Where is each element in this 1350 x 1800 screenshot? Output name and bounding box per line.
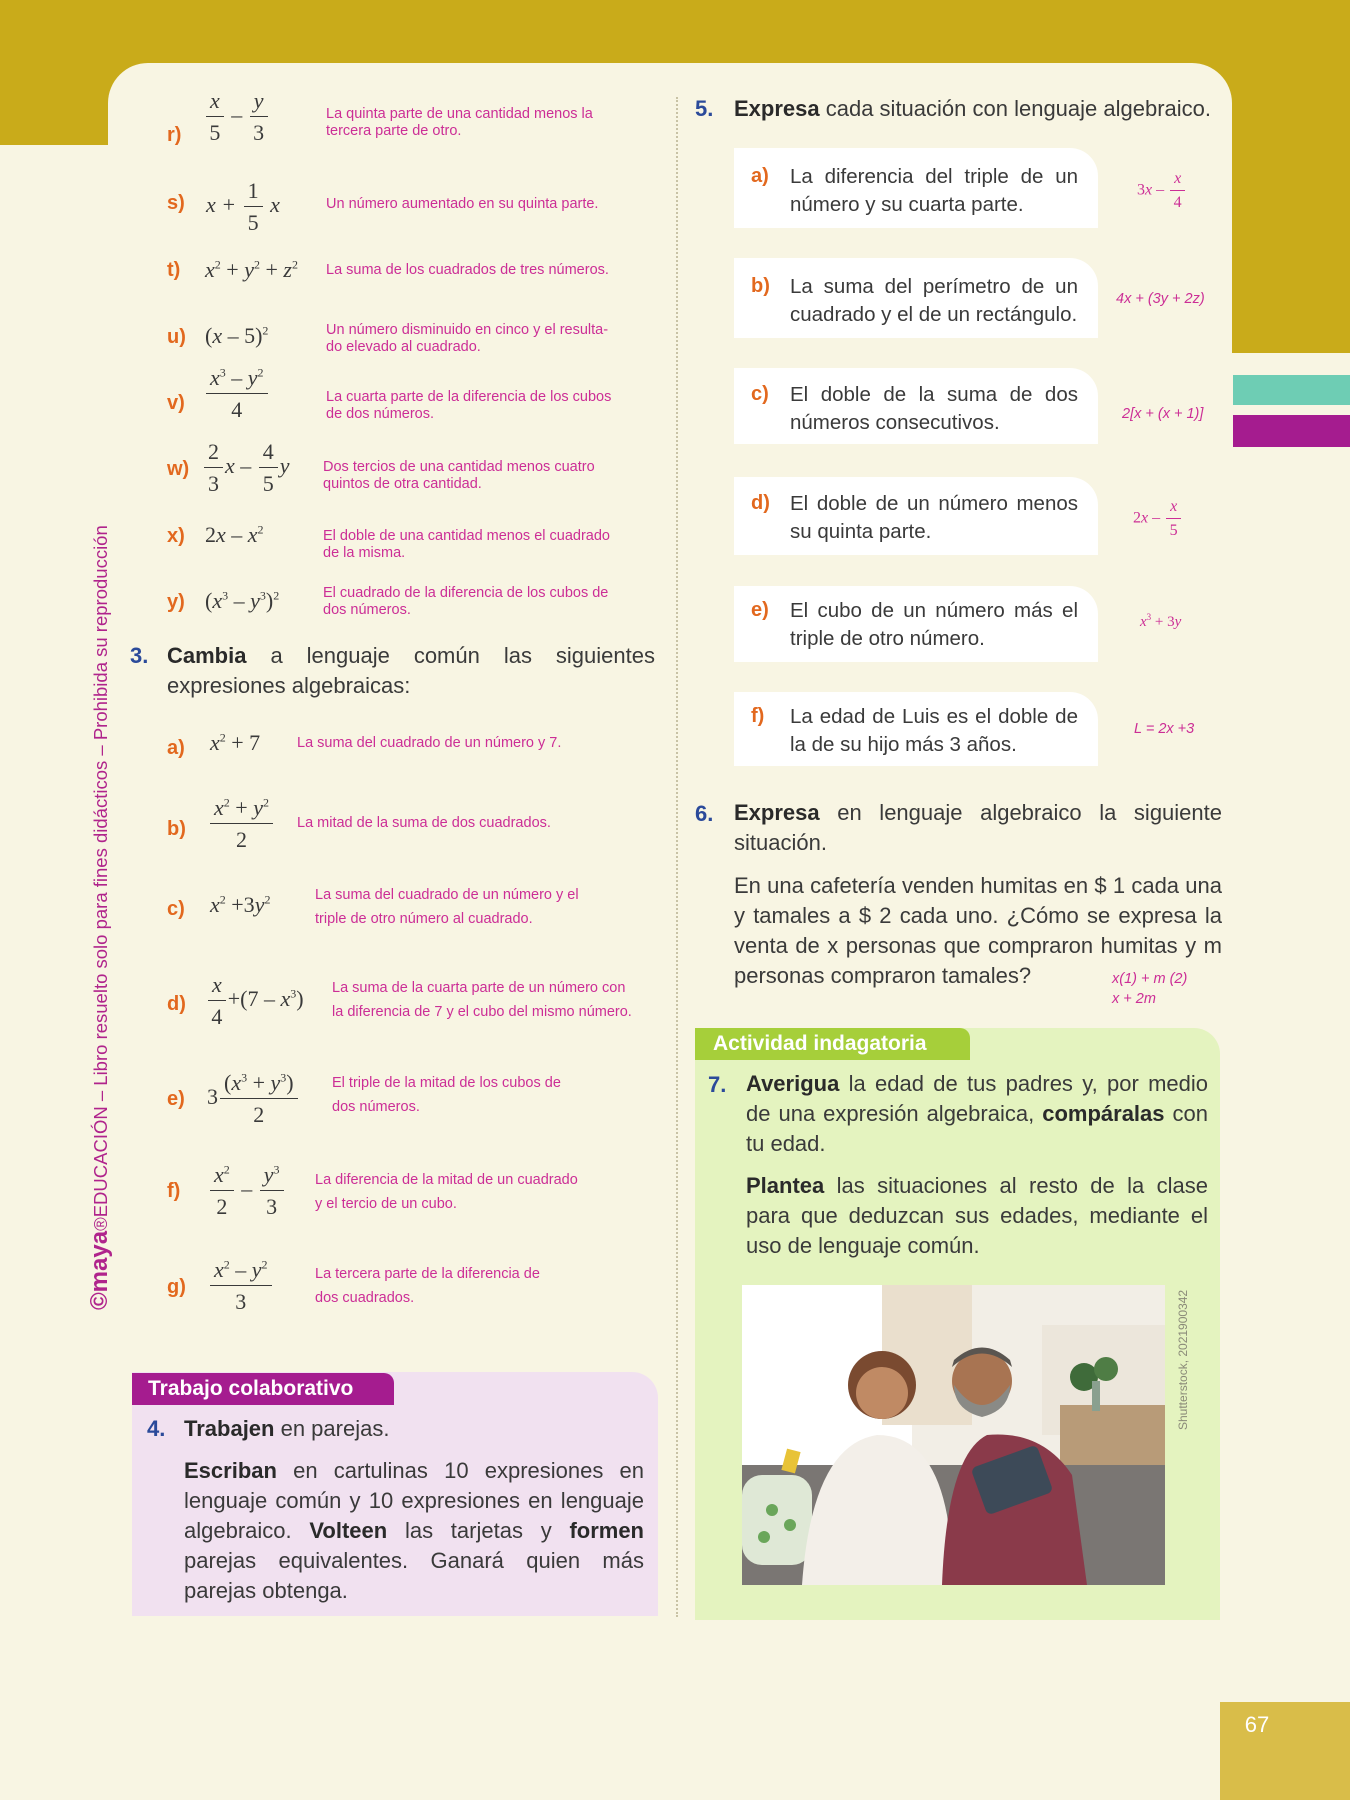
item-label: c) <box>751 383 769 405</box>
statement-text: a lenguaje común las siguientes expresiones algebraicas: <box>167 643 655 698</box>
photo-credit-text: Shutterstock, 2021900342 <box>1176 1289 1190 1430</box>
item-label: b) <box>751 275 770 297</box>
statement-text: la edad de tus padres y, por medio de una expresión algebraica, <box>746 1071 1208 1126</box>
instruction-verb: compáralas <box>1042 1101 1165 1126</box>
situation-text: El cubo de un número más el triple de otro número. <box>790 599 1078 650</box>
item-label: c) <box>167 898 185 920</box>
answer-line: La suma de la cuarta parte de un número con <box>332 980 626 996</box>
instruction-verb: formen <box>569 1518 644 1543</box>
item-label: f) <box>167 1180 181 1202</box>
answer-text <box>315 1168 615 1216</box>
math-expression: $\frac{x^2 + y^2}{2}$ <box>208 795 275 853</box>
instruction-verb: Trabajen <box>184 1416 275 1441</box>
situation-text: El doble de la suma de dos números consecutivos. <box>790 383 1078 434</box>
exercise-statement <box>746 1069 1208 1159</box>
statement-text: en cartulinas 10 expresiones en lenguaje común y 10 expresiones en lenguaje algebraico. <box>184 1458 644 1543</box>
exercise-statement <box>734 798 1222 858</box>
answer-line: y el tercio de un cubo. <box>315 1196 457 1212</box>
statement-text: las tarjetas y <box>387 1518 570 1543</box>
exercise-number: 6. <box>695 801 714 826</box>
answer-text: El doble de una cantidad menos el cuadrado de la misma. <box>323 528 610 561</box>
copyright-text: ®EDUCACIÓN – Libro resuelto solo para fines didácticos – Prohibida su reproducción <box>90 525 111 1231</box>
math-expression: $\frac{2}{3}$ x – $\frac{4}{5}$ y <box>202 439 290 497</box>
statement-text: con tu edad. <box>746 1101 1208 1156</box>
answer-line: La tercera parte de la diferencia de <box>315 1266 540 1282</box>
situation-paragraph: En una cafetería venden humitas en $ 1 cada una y tamales a $ 2 cada uno. ¿Cómo se expresa la venta de x personas que compraron humitas y m personas compraron tamales? <box>734 873 1222 988</box>
exercise-statement <box>734 94 1224 124</box>
answer-text <box>315 883 615 931</box>
answer-line: El triple de la mitad de los cubos de <box>332 1075 561 1091</box>
item-label: e) <box>167 1088 185 1110</box>
exercise-statement <box>167 641 655 701</box>
math-expression: $\frac{x}{4}$ $+(7 - x^3)$ <box>206 972 304 1030</box>
answer-line: dos cuadrados. <box>315 1290 415 1306</box>
item-label: v) <box>167 392 185 414</box>
section-tab-magenta <box>1233 415 1350 447</box>
item-label: d) <box>167 993 186 1015</box>
situation-text: La suma del perímetro de un cuadrado y el de un rectángulo. <box>790 275 1078 326</box>
exercise-number: 3. <box>130 643 149 668</box>
situation-answer: L = 2x +3 <box>1134 721 1195 737</box>
statement-text: cada situación con lenguaje algebraico. <box>819 96 1212 121</box>
situation-answer: 2x – $\frac{x}{5}$ <box>1133 498 1183 540</box>
exercise-number: 7. <box>708 1072 727 1097</box>
answer-text: Un número aumentado en su quinta parte. <box>326 196 599 212</box>
instruction-verb: Cambia <box>167 643 247 668</box>
statement-text: en lenguaje algebraico la siguiente situación. <box>734 800 1222 855</box>
math-expression: $x^2 +3y^2$ <box>210 892 271 917</box>
collaborative-work-title: Trabajo colaborativo <box>132 1373 394 1405</box>
answer-text: El cuadrado de la diferencia de los cubos de dos números. <box>323 585 609 618</box>
math-expression: 3 $\frac{(x^3 + y^3)}{2}$ <box>207 1070 300 1128</box>
math-expression: $x^2 + 7$ <box>210 730 261 755</box>
inquiry-activity-title: Actividad indagatoria <box>695 1028 970 1060</box>
item-label: f) <box>751 705 765 727</box>
exercise-number: 5. <box>695 96 714 121</box>
math-expression: $\frac{x^2}{2}$ – $\frac{y^3}{3}$ <box>208 1162 286 1220</box>
answer-text: La suma del cuadrado de un número y 7. <box>297 735 562 751</box>
instruction-verb: Expresa <box>734 800 820 825</box>
answer-line: La diferencia de la mitad de un cuadrado <box>315 1172 578 1188</box>
copyright-sidebar <box>85 480 115 1310</box>
math-expression: $\frac{x^3 - y^2}{4}$ <box>204 365 270 423</box>
answer-text <box>315 1262 615 1310</box>
math-expression: $(x^3 - y^3)^2$ <box>205 588 280 613</box>
math-expression: $\frac{x^2 - y^2}{3}$ <box>208 1257 274 1315</box>
statement-text: las situaciones al resto de la clase para que deduzcan sus edades, mediante el uso de lenguaje común. <box>746 1173 1208 1258</box>
item-label: r) <box>167 124 182 146</box>
situation-text: La diferencia del triple de un número y su cuarta parte. <box>790 165 1078 216</box>
item-label: g) <box>167 1276 186 1298</box>
answer-text: Dos tercios de una cantidad menos cuatro quintos de otra cantidad. <box>323 459 595 492</box>
math-expression: $2x - x^2$ <box>205 522 264 547</box>
statement-text: parejas equivalentes. Ganará quien más parejas obtenga. <box>184 1548 644 1603</box>
item-label: d) <box>751 492 770 514</box>
exercise-number: 4. <box>147 1416 166 1441</box>
photo-credit <box>1174 1280 1190 1430</box>
item-label: u) <box>167 326 186 348</box>
item-label: a) <box>751 165 769 187</box>
exercise-instructions <box>746 1171 1208 1261</box>
answer-text: Un número disminuido en cinco y el resulta-do elevado al cuadrado. <box>326 322 609 355</box>
family-photo <box>742 1285 1165 1585</box>
answer-text <box>332 976 642 1024</box>
answer-line: dos números. <box>332 1099 420 1115</box>
math-expression: (x – 5)$^2$ <box>205 323 269 348</box>
answer-text <box>332 1071 632 1119</box>
situation-answer: $x^3 + 3y$ <box>1140 612 1182 630</box>
column-divider <box>676 97 678 1617</box>
item-label: e) <box>751 599 769 621</box>
situation-answer: 3x – $\frac{x}{4}$ <box>1137 170 1187 212</box>
answer-line: la diferencia de 7 y el cubo del mismo número. <box>332 1004 632 1020</box>
math-expression: $x^2 + y^2 + z^2$ <box>205 257 298 282</box>
instruction-verb: Plantea <box>746 1173 825 1198</box>
item-label: x) <box>167 525 185 547</box>
math-expression: $\frac{x}{5}$ – $\frac{y}{3}$ <box>204 88 270 146</box>
item-label: y) <box>167 591 185 613</box>
answer-text: La suma de los cuadrados de tres números. <box>326 262 609 278</box>
answer-text: La quinta parte de una cantidad menos la tercera parte de otro. <box>326 106 593 139</box>
right-color-band <box>1232 0 1350 353</box>
photo-illustration <box>742 1285 1165 1585</box>
item-label: t) <box>167 259 181 281</box>
situation-answer: 2[x + (x + 1)] <box>1122 406 1204 422</box>
exercise-instructions <box>184 1456 644 1606</box>
publisher-logo: ©maya <box>86 1230 113 1310</box>
statement-text: en parejas. <box>274 1416 390 1441</box>
answer-line: La suma del cuadrado de un número y el <box>315 887 579 903</box>
page-number: 67 <box>1244 1712 1270 1737</box>
instruction-verb: Averigua <box>746 1071 840 1096</box>
instruction-verb: Escriban <box>184 1458 277 1483</box>
answer-text: La mitad de la suma de dos cuadrados. <box>297 815 551 831</box>
item-label: s) <box>167 192 185 214</box>
answer-line: x(1) + m (2) <box>1112 971 1188 987</box>
instruction-verb: Expresa <box>734 96 820 121</box>
exercise-statement <box>184 1414 644 1444</box>
item-label: a) <box>167 737 185 759</box>
section-tab-teal <box>1233 375 1350 405</box>
instruction-verb: Volteen <box>309 1518 388 1543</box>
item-label: w) <box>167 458 190 480</box>
exercise6-answer <box>1112 969 1187 1009</box>
situation-text: La edad de Luis es el doble de la de su hijo más 3 años. <box>790 705 1078 756</box>
item-label: b) <box>167 818 186 840</box>
situation-text: El doble de un número menos su quinta parte. <box>790 492 1078 543</box>
answer-text: La cuarta parte de la diferencia de los cubos de dos números. <box>326 389 612 422</box>
math-expression: x + $\frac{1}{5}$ x <box>206 178 280 235</box>
answer-line: x + 2m <box>1112 991 1156 1007</box>
answer-line: triple de otro número al cuadrado. <box>315 911 533 927</box>
situation-answer: 4x + (3y + 2z) <box>1116 291 1205 307</box>
